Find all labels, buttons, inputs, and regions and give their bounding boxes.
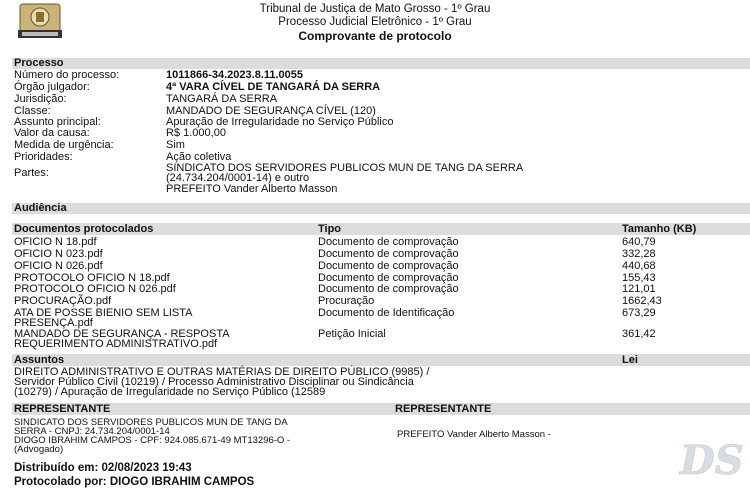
court-name: Tribunal de Justiça de Mato Grosso - 1º Grau [259, 3, 491, 15]
assuntos-line: Servidor Público Civil (10219) / Processo Administrativo Disciplinar ou Sindicância [14, 376, 414, 388]
col-header-documents: Documentos protocolados [14, 223, 154, 235]
assuntos-line: DIREITO ADMINISTRATIVO E OUTRAS MATÉRIAS DE DIREITO PÚBLICO (9985) / [14, 366, 430, 378]
document-name: OFICIO N 026.pdf [14, 260, 103, 272]
representante-left-title: REPRESENTANTE [14, 403, 111, 415]
lei-title: Lei [622, 354, 638, 366]
field-label: Classe: [14, 105, 51, 117]
field-label: Prioridades: [14, 151, 73, 163]
document-type: Documento de comprovação [318, 272, 459, 284]
svg-text:DS: DS [680, 437, 744, 484]
document-type: Documento de comprovação [318, 283, 459, 295]
processo-section-header: Processo [12, 58, 750, 69]
partes-line: SINDICATO DOS SERVIDORES PUBLICOS MUN DE TANG DA SERRA [166, 162, 524, 174]
process-number: 1011866-34.2023.8.11.0055 [166, 69, 304, 81]
assuntos-line: (10279) / Apuração de Irregularidade no Serviço Público (12589 [14, 386, 326, 398]
assunto-principal: Apuração de Irregularidade no Serviço Público [166, 116, 394, 128]
system-name: Processo Judicial Eletrônico - 1º Grau [278, 16, 472, 28]
document-type: Documento de comprovação [318, 236, 459, 248]
document-name: PROTOCOLO OFICIO N 18.pdf [14, 272, 170, 284]
field-label: Órgão julgador: [14, 81, 90, 93]
document-size: 361,42 [622, 328, 656, 340]
document-size: 640,79 [622, 236, 656, 248]
documents-table-header [12, 223, 750, 235]
protocolado-por: Protocolado por: DIOGO IBRAHIM CAMPOS [14, 476, 255, 488]
document-name-cont: PRESENÇA.pdf [14, 317, 93, 329]
partes-line: PREFEITO Vander Alberto Masson [166, 183, 338, 195]
field-label: Assunto principal: [14, 116, 101, 128]
document-size: 155,43 [622, 272, 656, 284]
medida-urgencia: Sim [166, 139, 185, 151]
col-header-tamanho: Tamanho (KB) [622, 223, 697, 235]
document-name: OFICIO N 023.pdf [14, 248, 103, 260]
assuntos-title: Assuntos [14, 354, 65, 366]
document-type: Petição Inicial [318, 328, 386, 340]
representantes-header [12, 403, 750, 415]
audiencia-section-header: Audiência [12, 203, 750, 214]
partes-line: (24.734.204/0001-14) e outro [166, 172, 310, 184]
document-name: PROTOCOLO OFICIO N 026.pdf [14, 283, 176, 295]
representante-left-line: SINDICATO DOS SERVIDORES PUBLICOS MUN DE TANG DA [14, 417, 288, 428]
document-name: ATA DE POSSE BIENIO SEM LISTA [14, 307, 193, 319]
field-label: Medida de urgência: [14, 139, 114, 151]
document-size: 332,28 [622, 248, 656, 260]
document-size: 440,68 [622, 260, 656, 272]
distribuido-em: Distribuído em: 02/08/2023 19:43 [14, 462, 192, 474]
document-type: Documento de comprovação [318, 248, 459, 260]
field-label: Número do processo: [14, 69, 120, 81]
document-size: 673,29 [622, 307, 656, 319]
document-name-cont: REQUERIMENTO ADMINISTRATIVO.pdf [14, 338, 218, 350]
representante-left-line: SERRA - CNPJ: 24.734.204/0001-14 [14, 426, 170, 437]
col-header-tipo: Tipo [318, 223, 342, 235]
orgao-julgador: 4ª VARA CÍVEL DE TANGARÁ DA SERRA [166, 81, 381, 93]
ds-watermark-logo-icon [676, 432, 744, 484]
classe: MANDADO DE SEGURANÇA CÍVEL (120) [166, 105, 376, 117]
page-title: Comprovante de protocolo [298, 29, 452, 43]
jurisdicao: TANGARÁ DA SERRA [166, 93, 278, 105]
document-size: 121,01 [622, 283, 656, 295]
document-name: MANDADO DE SEGURANÇA - RESPOSTA [14, 328, 230, 340]
field-label: Valor da causa: [14, 127, 90, 139]
document-size: 1662,43 [622, 295, 662, 307]
field-label: Jurisdição: [14, 93, 67, 105]
representante-right-title: REPRESENTANTE [395, 403, 492, 415]
document-type: Documento de Identificação [318, 307, 455, 319]
assuntos-header [12, 354, 750, 366]
valor-causa: R$ 1.000,00 [166, 127, 226, 139]
representante-left-line: (Advogado) [14, 444, 64, 455]
document-type: Procuração [318, 295, 375, 307]
partes-label: Partes: [14, 167, 49, 179]
representante-left-line: DIOGO IBRAHIM CAMPOS - CPF: 924.085.671-49 MT13296-O - [14, 435, 291, 446]
document-type: Documento de comprovação [318, 260, 459, 272]
document-name: OFICIO N 18.pdf [14, 236, 97, 248]
prioridades: Ação coletiva [166, 151, 232, 163]
representante-right-line: PREFEITO Vander Alberto Masson - [397, 429, 551, 440]
document-name: PROCURAÇÃO.pdf [14, 295, 112, 307]
